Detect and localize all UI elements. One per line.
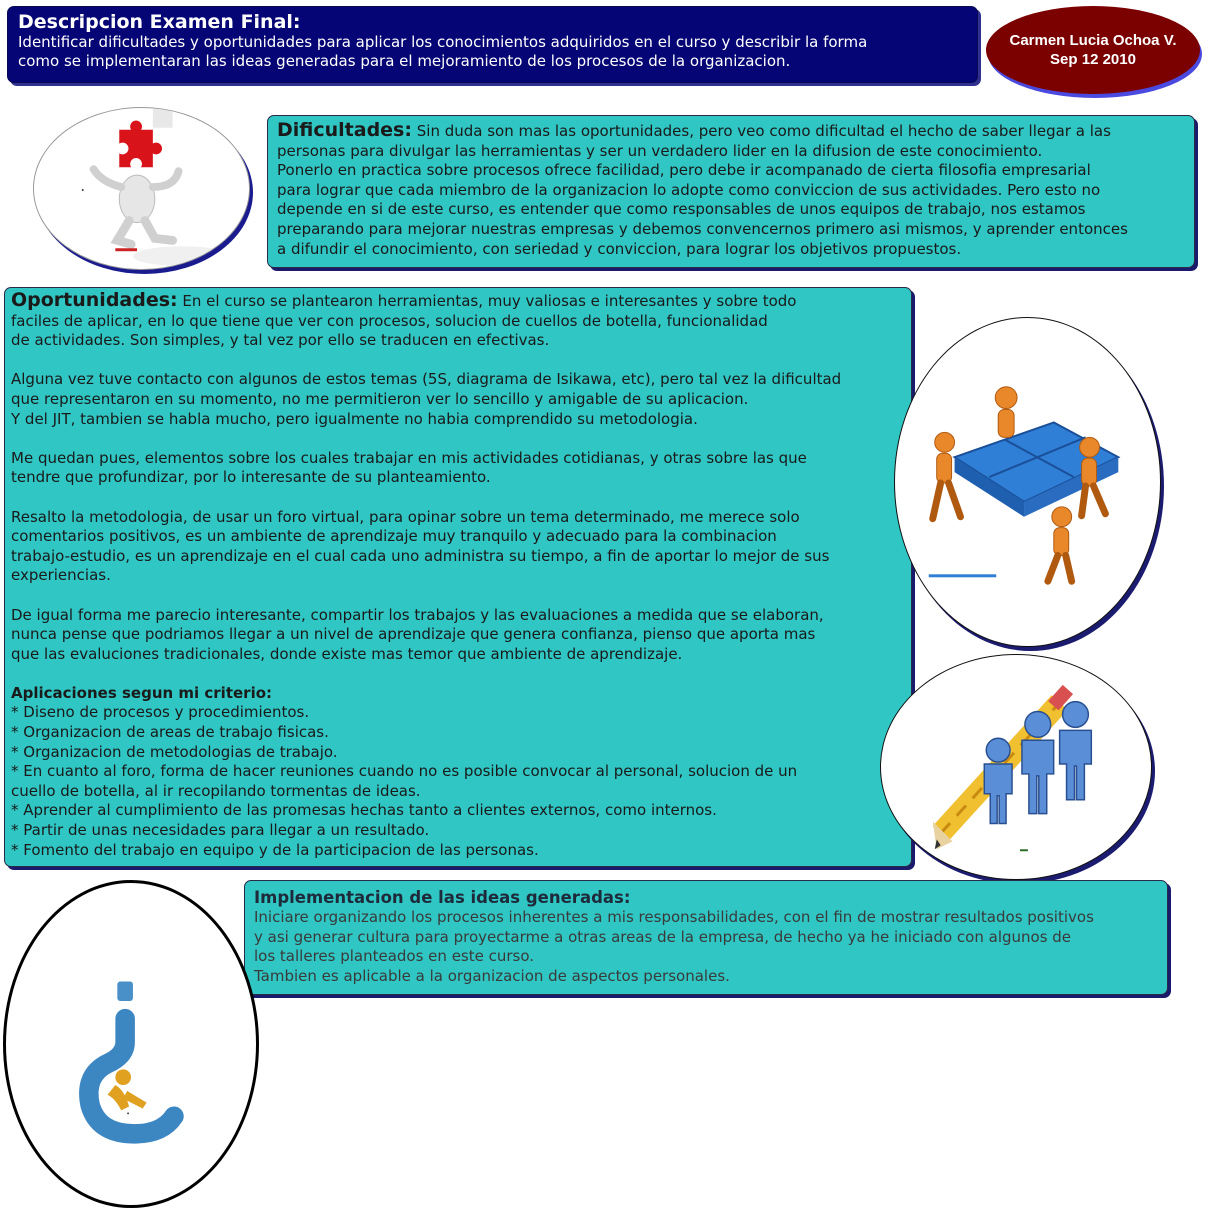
implementacion-line: y asi generar cultura para proyectarme a otras areas de la empresa, de hecho ya he iniciado con algunos de	[254, 927, 1072, 946]
dificultades-line: Sin duda son mas las oportunidades, pero veo como dificultad el hecho de saber llegar a las	[416, 122, 1111, 140]
author-date: Sep 12 2010	[1050, 51, 1136, 68]
oportunidades-line: Alguna vez tuve contacto con algunos de estos temas (5S, diagrama de Isikawa, etc), pero tal vez la dificultad	[11, 370, 842, 389]
team-puzzle-icon	[895, 318, 1160, 646]
question-mark-illustration	[3, 880, 259, 1208]
team-pencil-illustration	[880, 654, 1152, 880]
puzzle-head-illustration	[33, 107, 250, 270]
team-pencil-icon	[881, 655, 1151, 879]
implementacion-line: los talleres planteados en este curso.	[254, 947, 535, 966]
header-title: Descripcion Examen Final:	[18, 11, 301, 33]
oportunidades-line: que las evaluciones tradicionales, donde existe mas temor que ambiente de aprendizaje.	[11, 644, 683, 663]
paragraph-gap	[11, 488, 905, 508]
dificultades-line: Ponerlo en practica sobre procesos ofrece facilidad, pero debe ir acompanado de cierta filosofia empresarial	[277, 161, 1091, 180]
oportunidades-body	[11, 312, 905, 684]
paragraph-gap	[11, 664, 905, 684]
oportunidades-line: Me quedan pues, elementos sobre los cuales trabajar en mis actividades cotidianas, y otras sobre las que	[11, 448, 807, 467]
oportunidades-line: comentarios positivos, es un ambiente de aprendizaje muy tranquilo y adecuado para la combinacion	[11, 527, 777, 546]
aplicacion-item: * Diseno de procesos y procedimientos.	[11, 703, 310, 722]
implementacion-line: Tambien es aplicable a la organizacion de aspectos personales.	[254, 966, 730, 985]
aplicacion-item: * En cuanto al foro, forma de hacer reuniones cuando no es posible convocar al personal, solucion de un	[11, 762, 798, 781]
oportunidades-line: tendre que profundizar, por lo interesante de su planteamiento.	[11, 468, 491, 487]
oportunidades-line: trabajo-estudio, es un aprendizaje en el cual cada uno administra su tiempo, a fin de aportar lo mejor de sus	[11, 546, 830, 565]
oportunidades-line: experiencias.	[11, 566, 111, 585]
aplicacion-item: * Partir de unas necesidades para llegar a un resultado.	[11, 821, 430, 840]
dificultades-line: para lograr que cada miembro de la organizacion lo adopte como conviccion de sus actividades. Pero esto no	[277, 180, 1101, 199]
oportunidades-line: En el curso se plantearon herramientas, muy valiosas e interesantes y sobre todo	[182, 292, 797, 310]
oportunidades-panel	[4, 287, 912, 867]
implementacion-heading: Implementacion de las ideas generadas:	[254, 888, 631, 907]
puzzle-head-icon	[34, 108, 249, 269]
oportunidades-line: Y del JIT, tambien se habla mucho, pero igualmente no habia comprendido su metodologia.	[11, 409, 698, 428]
implementacion-panel	[244, 880, 1168, 995]
paragraph-gap	[11, 429, 905, 449]
dificultades-line: personas para divulgar las herramientas y ser un verdadero lider en la difusion de este conocimiento.	[277, 141, 1043, 160]
dificultades-line: a difundir el conocimiento, con seriedad y conviccion, para lograr los objetivos propuestos.	[277, 239, 962, 258]
dificultades-line: depende en si de este curso, es entender que como responsables de unos equipos de trabajo, nos estamos	[277, 200, 1086, 219]
aplicacion-item: * Organizacion de areas de trabajo fisicas.	[11, 723, 329, 742]
aplicaciones-list	[11, 703, 905, 860]
oportunidades-line: nunca pense que podriamos llegar a un nivel de aprendizaje que genera confianza, pienso que aporta mas	[11, 625, 816, 644]
aplicacion-item: * Fomento del trabajo en equipo y de la participacion de las personas.	[11, 840, 539, 859]
oportunidades-heading: Oportunidades:	[11, 289, 178, 311]
dificultades-panel	[267, 115, 1195, 268]
header-line-2: como se implementaran las ideas generadas para el mejoramiento de los procesos de la organizacion.	[18, 52, 791, 70]
question-mark-icon	[6, 883, 256, 1205]
exam-description-header	[7, 6, 978, 83]
aplicacion-item: * Organizacion de metodologias de trabajo.	[11, 742, 338, 761]
aplicacion-item: cuello de botella, al ir recopilando tormentas de ideas.	[11, 781, 421, 800]
implementacion-line: Iniciare organizando los procesos inherentes a mis responsabilidades, con el fin de mostrar resultados positivos	[254, 908, 1094, 926]
oportunidades-line: faciles de aplicar, en lo que tiene que ver con procesos, solucion de cuellos de botella, funcionalidad	[11, 311, 768, 330]
author-name: Carmen Lucia Ochoa V.	[1009, 32, 1177, 49]
paragraph-gap	[11, 586, 905, 606]
dificultades-line: preparando para mejorar nuestras empresas y debemos convencernos primero asi mismos, y aprender entonces	[277, 219, 1128, 238]
oportunidades-line: de actividades. Son simples, y tal vez por ello se traducen en efectivas.	[11, 331, 550, 350]
author-badge	[986, 6, 1200, 94]
header-line-1: Identificar dificultades y oportunidades para aplicar los conocimientos adquiridos en el curso y describir la forma	[18, 33, 868, 51]
oportunidades-line: Resalto la metodologia, de usar un foro virtual, para opinar sobre un tema determinado, me merece solo	[11, 507, 800, 526]
oportunidades-line: De igual forma me parecio interesante, compartir los trabajos y las evaluaciones a medida que se elaboran,	[11, 605, 824, 624]
team-puzzle-illustration	[894, 317, 1161, 647]
paragraph-gap	[11, 351, 905, 371]
aplicacion-item: * Aprender al cumplimiento de las promesas hechas tanto a clientes externos, como internos.	[11, 801, 717, 820]
dificultades-heading: Dificultades:	[277, 119, 412, 141]
oportunidades-line: que representaron en su momento, no me permitieron ver lo sencillo y amigable de su aplicacion.	[11, 389, 749, 408]
aplicaciones-heading: Aplicaciones segun mi criterio:	[11, 683, 273, 702]
